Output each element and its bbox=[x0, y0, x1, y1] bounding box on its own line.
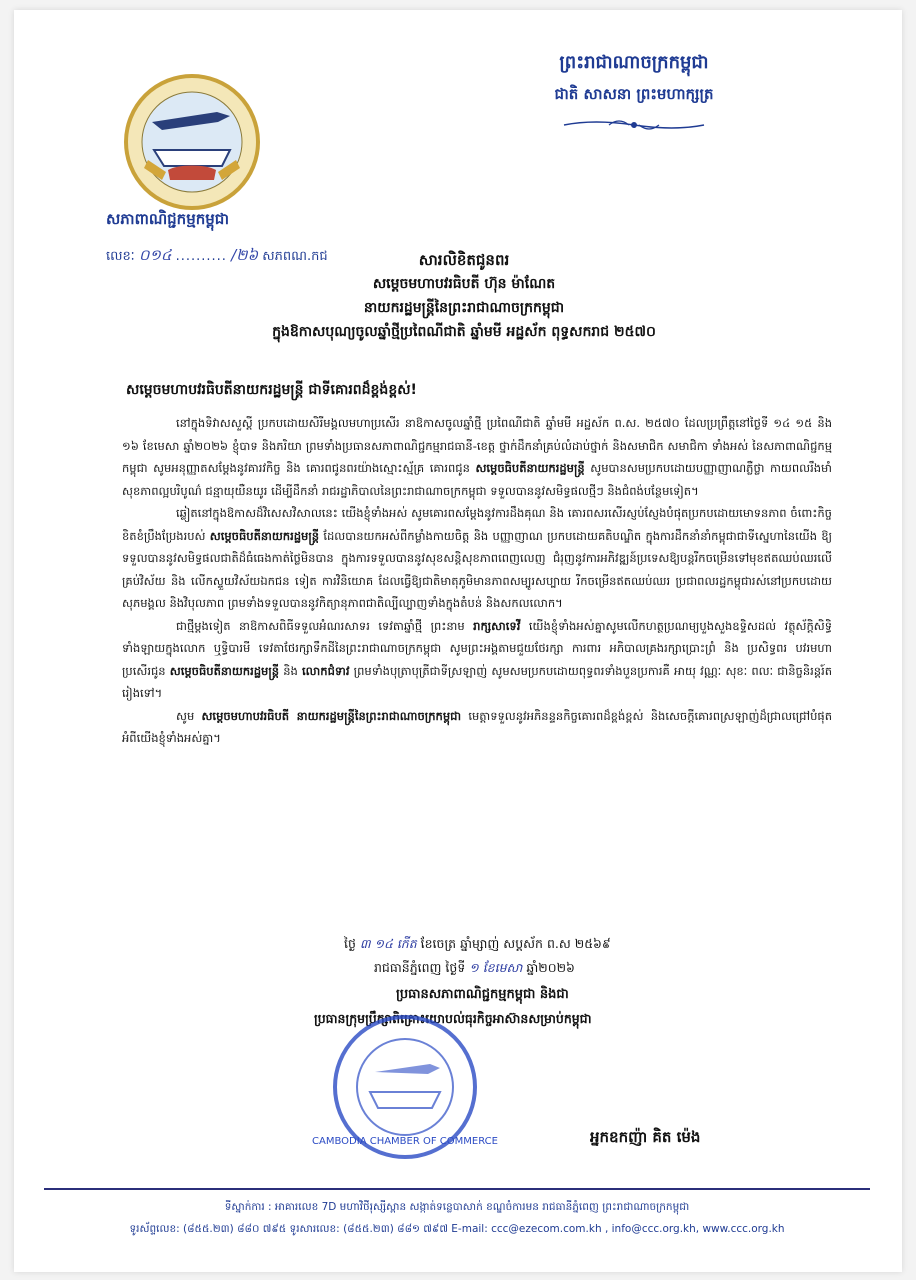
letter-title bbox=[84, 248, 844, 344]
p3-end: ព្រមទាំងបុត្រាបុត្រីជាទីស្រឡាញ់ សូមសមប្រកបដោយពុទ្ធពរទាំងបួនប្រការគឺ អាយុ វណ្ណៈ សុខៈ ពលៈ ជានិច្ចនិរន្តរ៍តរៀងទៅ។ bbox=[122, 663, 833, 700]
salutation: សម្តេចមហាបវរធិបតីនាយករដ្ឋមន្ត្រី ជាទីគោរពដ៏ខ្ពង់ខ្ពស់! bbox=[126, 382, 417, 398]
ref-hand: /២៦ bbox=[231, 246, 259, 264]
p3-bold: រាក្សសាទេវី bbox=[473, 618, 521, 633]
ref-dots: .......... bbox=[175, 249, 227, 264]
lunar-hand: ៣ ១៤ កើត bbox=[359, 936, 417, 951]
p3-bold-2: សម្តេចធិបតីនាយករដ្ឋមន្ត្រី bbox=[169, 663, 280, 678]
signatory-title-1: ប្រធានសភាពាណិជ្ជកម្មកម្ពុជា និងជា bbox=[396, 987, 569, 1002]
footer bbox=[44, 1196, 870, 1240]
p3-and: និង bbox=[283, 663, 298, 678]
official-stamp bbox=[312, 1012, 498, 1162]
letter-body bbox=[122, 412, 832, 750]
p2-end: ដែលបានយកអស់ពីកម្លាំងកាយចិត្ត និង បញ្ញាញាណ ប្រកបដោយគតិបណ្ឌិត ក្នុងការដឹកនាំនាំកម្ពុជាជាទីស្នេហានៃយើង ឱ្យទទួលបាននូវសមិទ្ធផលជាតិដ៏ធំធេងកាត់ថ្លៃមិនបាន ក្នុងការទទួលបាននូវសុខសន្តិសុខភាពពេញលេញ ជំរុញនូវការអភិវឌ្ឍន៍ប្រទេសឱ្យបន្តរីកចម្រើនទៅមុខឥតឈប់ឈរលើគ្រប់វិស័យ និង លើកស្ទួយវិស័យឯកជន ទៀត ការវិនិយោគ ដែលធ្វើឱ្យជាតិមាតុភូមិមានភាពសម្បូរសប្បាយ រីកចម្រើនឥតឈប់ឈរ ប្រជាពលរដ្ឋកម្ពុជារស់នៅប្រកបដោយ សុភមង្គល និងវិបុលភាព ព្រមទាំងទទួលបាននូវកិត្យានុភាពជាតិល្បីល្បាញទាំងក្នុងតំបន់ និងសកលលោក។ bbox=[122, 528, 833, 610]
title-line-2: សម្តេចមហាបវរធិបតី ហ៊ុន ម៉ាណែត bbox=[372, 276, 556, 292]
p2-bold: សម្តេចធិបតីនាយករដ្ឋមន្ត្រី bbox=[209, 528, 320, 543]
ref-number: ០១៤ bbox=[138, 246, 172, 264]
ornament-divider bbox=[504, 117, 764, 137]
p3-text: ជាថ្មីម្តងទៀត នាឱកាសពិធីទទួលអំណរសាទរ ទេវតាឆ្នាំថ្មី ព្រះនាម bbox=[176, 618, 465, 633]
solar-date bbox=[374, 956, 784, 980]
signatory-title-2: ប្រធានក្រុមប្រឹក្សាពិគ្រោះយោបល់ធុរកិច្ចអាស៊ានសម្រាប់កម្ពុជា bbox=[314, 1011, 592, 1026]
lunar-prefix: ថ្ងៃ bbox=[344, 936, 356, 951]
solar-year: ឆ្នាំ២០២៦ bbox=[526, 960, 575, 975]
solar-month: ខែមេសា bbox=[482, 960, 523, 975]
p4-end: មេត្តាទទួលនូវអភិនន្ទនកិច្ចគោរពដ៏ខ្ពង់ខ្ពស់ និងសេចក្តីគោរពស្រឡាញ់ដ៏ជ្រាលជ្រៅបំផុតអំពីយើងខ្ញុំទាំងអស់គ្នា។ bbox=[122, 708, 832, 745]
title-line-4: ក្នុងឱកាសបុណ្យចូលឆ្នាំថ្មីប្រពៃណីជាតិ ឆ្នាំមមី អដ្ឋស័ក ពុទ្ធសករាជ ២៥៧០ bbox=[272, 324, 656, 340]
ref-suffix: សភពណ.កជ bbox=[262, 249, 328, 264]
footer-address: ទីស្នាក់ការ : អាគារលេខ 7D មហាវិថីរុស្សីស្ពាន សង្កាត់ទន្លេបាសាក់ ខណ្ឌចំការមន រាជធានីភ្នំពេញ ព្រះរាជាណាចក្រកម្ពុជា bbox=[224, 1201, 690, 1213]
paragraph-1 bbox=[122, 412, 832, 502]
kingdom-header bbox=[504, 50, 764, 137]
lunar-date bbox=[344, 932, 784, 956]
lunar-rest: ខែចេត្រ ឆ្នាំម្សាញ់ សប្តស័ក ព.ស ២៥៦៩ bbox=[420, 936, 611, 951]
org-name: សភាពាណិជ្ជកម្មកម្ពុជា bbox=[106, 210, 230, 228]
ref-label: លេខៈ bbox=[106, 249, 135, 264]
p1-end: សូមបានសមប្រកបដោយបញ្ញាញាណភ្លឺថ្លា កាយពលរឹងមាំ សុខភាពល្អបរិបូណ៌ ជន្មាយុយឺនយូរ ដើម្បីដឹកនាំ រាជរដ្ឋាភិបាលនៃព្រះរាជាណាចក្រកម្ពុជា ទទួលបាននូវសមិទ្ធផលថ្មីៗ និងជំពង់បន្ថែមទៀត។ bbox=[122, 461, 833, 498]
signatory-name: អ្នកឧកញ៉ា គិត ម៉េង bbox=[590, 1128, 701, 1146]
p4-start: សូម bbox=[176, 708, 195, 723]
footer-divider bbox=[44, 1188, 870, 1190]
p3-mid: យើងខ្ញុំទាំងអស់គ្នាសូមលើកហត្ថប្រណម្យបួងសួងឧទ្ទិសដល់ វត្ថុស័ក្តិសិទ្ធិទាំងឡាយក្នុងលោក ឬទ្ធិបារមី ទេវតាថែរក្សាទឹកដីនៃព្រះរាជាណាចក្រកម្ពុជា សូមព្រះអង្គតាមជួយថែរក្សា ការពារ អភិបាលគ្រងរក្សាប្រោះព្រំ និង ប្រសិទ្ធពរ បវរមហាប្រសើរជូន bbox=[122, 618, 833, 678]
p2-text: ឆ្លៀតនៅក្នុងឱកាសដ៏វិសេសវិសាលនេះ យើងខ្ញុំទាំងអស់ សូមគោរពសម្តែងនូវការដឹងគុណ និង គោរពសរសើរស្ញប់ស្ញែងបំផុតប្រកបដោយមោទនភាព ចំពោះកិច្ចខិតខំប្រឹងប្រែងរបស់ bbox=[122, 506, 832, 543]
stamp-text: CAMBODIA CHAMBER OF COMMERCE bbox=[312, 1136, 498, 1147]
p1-text: នៅក្នុងទិវាសសួស្តី ប្រកបដោយសិរីមង្គលមហាប្រសើរ នាឱកាសចូលឆ្នាំថ្មី ប្រពៃណីជាតិ ឆ្នាំមមី អដ្ឋស័ក ព.ស. ២៥៧០ ដែលប្រព្រឹត្តនៅថ្ងៃទី ១៤ ១៥ និង ១៦ ខែមេសា ឆ្នាំ២០២៦ ខ្ញុំបាទ និងភរិយា ព្រមទាំងប្រធានសភាពាណិជ្ជកម្មរាជធានី-ខេត្ត ថ្នាក់ដឹកនាំគ្រប់លំដាប់ថ្នាក់ និងសមាជិក សមាជិកា ទាំងអស់ នៃសភាពាណិជ្ជកម្មកម្ពុជា សូមអនុញ្ញាតសម្តែងនូវគារវកិច្ច និង គោរពជូនពរយ៉ាងស្មោះស្ម័គ្រ គោរពជូន bbox=[122, 416, 832, 475]
kingdom-name: ព្រះរាជាណាចក្រកម្ពុជា bbox=[559, 52, 709, 73]
letter-page bbox=[14, 10, 902, 1272]
national-motto: ជាតិ សាសនា ព្រះមហាក្សត្រ bbox=[554, 85, 714, 103]
p1-bold: សម្តេចធិបតីនាយករដ្ឋមន្ត្រី bbox=[475, 461, 585, 475]
p4-bold: សម្តេចមហាបវរធិបតី នាយករដ្ឋមន្ត្រីនៃព្រះរាជាណាចក្រកម្ពុជា bbox=[201, 708, 462, 723]
solar-prefix: រាជធានីភ្នំពេញ ថ្ងៃទី bbox=[374, 960, 466, 975]
letter-date bbox=[344, 932, 784, 980]
paragraph-2 bbox=[122, 502, 832, 615]
footer-contact: ទូរស័ព្ទលេខ: (៨៥៥.២៣) ៨៨០ ៧៩៥ ទូរសារលេខ: (៨៥៥.២៣) ៨៨១ ៧៩៧ E-mail: ccc@ezecom.com.kh , info@ccc.org.kh, www.ccc.org.kh bbox=[129, 1223, 785, 1235]
solar-day: ១ bbox=[469, 960, 479, 975]
p3-bold-3: លោកជំទាវ bbox=[302, 663, 350, 678]
paragraph-4 bbox=[122, 705, 832, 750]
title-line-3: នាយករដ្ឋមន្ត្រីនៃព្រះរាជាណាចក្រកម្ពុជា bbox=[363, 300, 565, 316]
chamber-logo bbox=[122, 72, 262, 212]
title-line-1: សារលិខិតជូនពរ bbox=[418, 251, 510, 269]
paragraph-3 bbox=[122, 615, 832, 705]
